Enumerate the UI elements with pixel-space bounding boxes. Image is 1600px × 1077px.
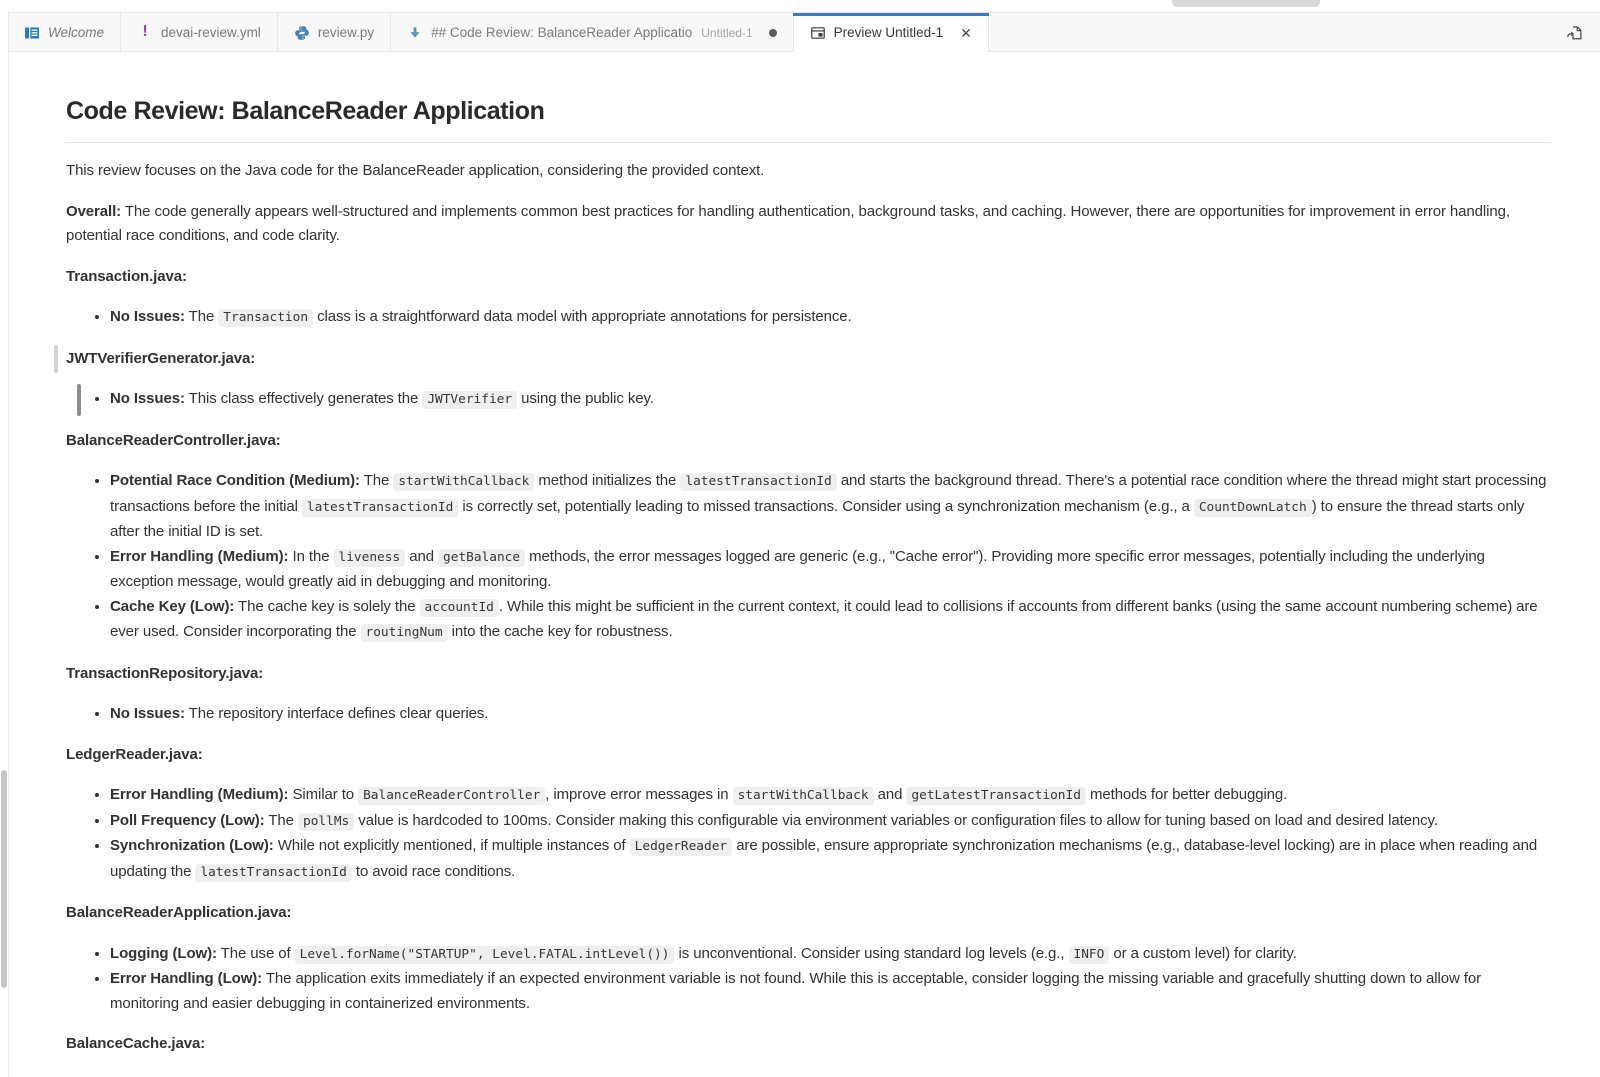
bullet-list: [66, 387, 1550, 413]
bullet-list: [66, 942, 1550, 1017]
editor-actions: [1565, 13, 1600, 52]
text-run: The repository interface defines clear queries.: [184, 705, 489, 722]
section-heading: [66, 347, 1550, 372]
text-run: The use of: [216, 944, 295, 962]
bold-text: Transaction.java:: [66, 267, 187, 285]
bold-text: Logging (Low):: [110, 944, 217, 962]
tab-label: review.py: [317, 25, 375, 40]
text-run: The code generally appears well-structured and implements common best practices for handling authentication, background tasks, and caching. However, there are opportunities for improvement in error handling, potential race conditions, and code clarity.: [66, 202, 1510, 244]
bold-text: TransactionRepository.java:: [66, 664, 264, 682]
bullet-list: [66, 469, 1550, 646]
top-strip: [0, 0, 1600, 12]
text-run: The: [359, 472, 394, 489]
inline-code: liveness: [334, 549, 406, 567]
text-run: using the public key.: [517, 390, 654, 407]
section-heading: [66, 429, 1550, 454]
active-line-marker: [54, 345, 58, 374]
list-item: [110, 387, 1550, 413]
bold-text: Error Handling (Medium):: [110, 786, 289, 803]
bold-text: No Issues:: [110, 308, 185, 325]
bullet-list: [66, 783, 1550, 885]
list-item: [110, 305, 1550, 331]
inline-code: latestTransactionId: [680, 473, 836, 491]
paragraph: [66, 200, 1550, 249]
markdown-icon: [407, 25, 423, 41]
active-line-marker: [77, 384, 81, 416]
section-heading: [66, 1032, 1550, 1057]
bold-text: Poll Frequency (Low):: [110, 811, 265, 829]
inline-code: getBalance: [438, 549, 525, 567]
inline-code: getLatestTransactionId: [906, 787, 1086, 805]
inline-code: latestTransactionId: [195, 864, 351, 882]
inline-code: routingNum: [361, 624, 448, 642]
tab-label: ## Code Review: BalanceReader Applicatio: [431, 25, 693, 40]
inline-code: pollMs: [298, 813, 354, 831]
inline-code: startWithCallback: [393, 473, 534, 491]
text-run: ) to ensure the thread starts only after the initial ID is set.: [110, 497, 1525, 540]
modified-dot-icon[interactable]: [769, 29, 777, 37]
text-run: is unconventional. Consider using standard log levels (e.g.,: [674, 944, 1069, 962]
text-run: and starts the background thread. There's a potential race condition where the thread might start processing transactions before the initial: [110, 472, 1547, 515]
tab-label: devai-review.yml: [161, 25, 261, 40]
welcome-icon: [24, 25, 40, 41]
page-title: Code Review: BalanceReader Application: [66, 95, 1550, 143]
text-run: Similar to: [288, 786, 359, 803]
bold-text: BalanceCache.java:: [66, 1035, 206, 1052]
markdown-body: [66, 95, 1550, 1057]
text-run: or a custom level) for clarity.: [1109, 944, 1297, 962]
bold-text: Overall:: [66, 202, 122, 220]
list-item: [110, 545, 1550, 595]
inline-code: BalanceReaderController: [358, 787, 545, 805]
bullet-list: [66, 305, 1550, 331]
python-icon: [294, 25, 310, 41]
tab-bar-tabs: [8, 13, 989, 52]
tab-label: Preview Untitled-1: [833, 25, 944, 40]
text-run: method initializes the: [534, 472, 681, 489]
text-run: This class effectively generates the: [184, 390, 423, 407]
bullet-list: [66, 702, 1550, 727]
bold-text: Error Handling (Medium):: [110, 547, 289, 565]
bold-text: Cache Key (Low):: [110, 597, 235, 615]
show-source-icon[interactable]: [1565, 23, 1585, 43]
list-item: [110, 783, 1550, 809]
section-heading: [66, 743, 1550, 768]
list-item: [110, 942, 1550, 968]
text-run: class is a straightforward data model with appropriate annotations for persistence.: [313, 308, 852, 325]
tab-devai-review-yml[interactable]: [121, 13, 278, 52]
list-item: [110, 809, 1550, 835]
bold-text: Potential Race Condition (Medium):: [110, 472, 360, 489]
inline-code: latestTransactionId: [302, 499, 458, 517]
list-item: [110, 469, 1550, 545]
inline-code: Transaction: [218, 309, 313, 327]
text-run: This review focuses on the Java code for the BalanceReader application, considering the provided context.: [66, 162, 765, 179]
tab-review-py[interactable]: [278, 13, 391, 52]
inline-code: INFO: [1069, 946, 1110, 964]
text-run: The application exits immediately if an expected environment variable is not found. While this is acceptable, consider logging the missing variable and gracefully shutting down to allow for monitoring and easier debugging in containerized environments.: [110, 970, 1481, 1012]
markdown-blocks: [66, 159, 1550, 1057]
list-item: [110, 834, 1550, 885]
bold-text: BalanceReaderApplication.java:: [66, 904, 292, 921]
bold-text: JWTVerifierGenerator.java:: [66, 349, 256, 367]
bold-text: No Issues:: [110, 390, 185, 407]
text-run: are possible, ensure appropriate synchronization mechanisms (e.g., database-level locking) are in place when reading and updating the: [110, 837, 1538, 880]
top-gray-bar: [1172, 0, 1320, 7]
text-run: The cache key is solely the: [234, 597, 420, 615]
text-run: and: [873, 786, 907, 803]
text-run: The: [184, 308, 219, 325]
inline-code: startWithCallback: [733, 787, 874, 805]
tab-preview-untitled-1[interactable]: [794, 13, 989, 52]
text-run: methods for better debugging.: [1085, 786, 1288, 803]
tab-description: Untitled-1: [701, 25, 753, 40]
text-run: The: [264, 811, 298, 829]
list-item: [110, 702, 1550, 727]
bold-text: Error Handling (Low):: [110, 970, 263, 987]
text-run: , improve error messages in: [545, 786, 733, 803]
list-item: [110, 967, 1550, 1016]
text-run: methods, the error messages logged are generic (e.g., "Cache error"). Providing more specific error messages, potentially including the underlying exception message, would greatly aid in debugging and monitoring.: [110, 547, 1485, 590]
text-run: . While this might be sufficient in the current context, it could lead to collisions if accounts from different banks (using the same account numbering scheme) are ever used. Consider incorporating the: [110, 597, 1538, 640]
text-run: to avoid race conditions.: [351, 862, 516, 880]
bold-text: No Issues:: [110, 705, 185, 722]
tab-label: Welcome: [48, 25, 105, 40]
text-run: While not explicitly mentioned, if multiple instances of: [273, 837, 630, 854]
list-item: [110, 595, 1550, 646]
bold-text: BalanceReaderController.java:: [66, 431, 281, 449]
text-run: In the: [288, 547, 334, 565]
inline-code: accountId: [420, 599, 499, 617]
text-run: value is hardcoded to 100ms. Consider making this configurable via environment variables or configuration files to allow for tuning based on load and desired latency.: [354, 811, 1438, 829]
paragraph: [66, 159, 1550, 184]
text-run: and: [405, 547, 439, 565]
section-heading: [66, 901, 1550, 926]
inline-code: JWTVerifier: [422, 391, 517, 409]
inline-code: LedgerReader: [630, 838, 732, 856]
yaml-icon: !: [142, 22, 148, 40]
text-run: is correctly set, potentially leading to missed transactions. Consider using a synchronization mechanism (e.g., a: [458, 497, 1194, 515]
section-heading: [66, 265, 1550, 290]
markdown-preview-pane: [9, 52, 1600, 1077]
inline-code: Level.forName("STARTUP", Level.FATAL.intLevel()): [295, 946, 675, 964]
inline-code: CountDownLatch: [1194, 499, 1312, 517]
text-run: into the cache key for robustness.: [447, 623, 673, 640]
tab-welcome[interactable]: [8, 13, 121, 52]
tab-code-review-balancereader-applicatio[interactable]: [391, 13, 794, 52]
bold-text: Synchronization (Low):: [110, 837, 274, 854]
left-scrollbar-thumb[interactable]: [1, 770, 7, 988]
close-icon[interactable]: ✕: [960, 24, 972, 41]
section-heading: [66, 662, 1550, 687]
tab-bar: [8, 12, 1600, 52]
bold-text: LedgerReader.java:: [66, 745, 203, 763]
preview-icon: [810, 25, 826, 41]
